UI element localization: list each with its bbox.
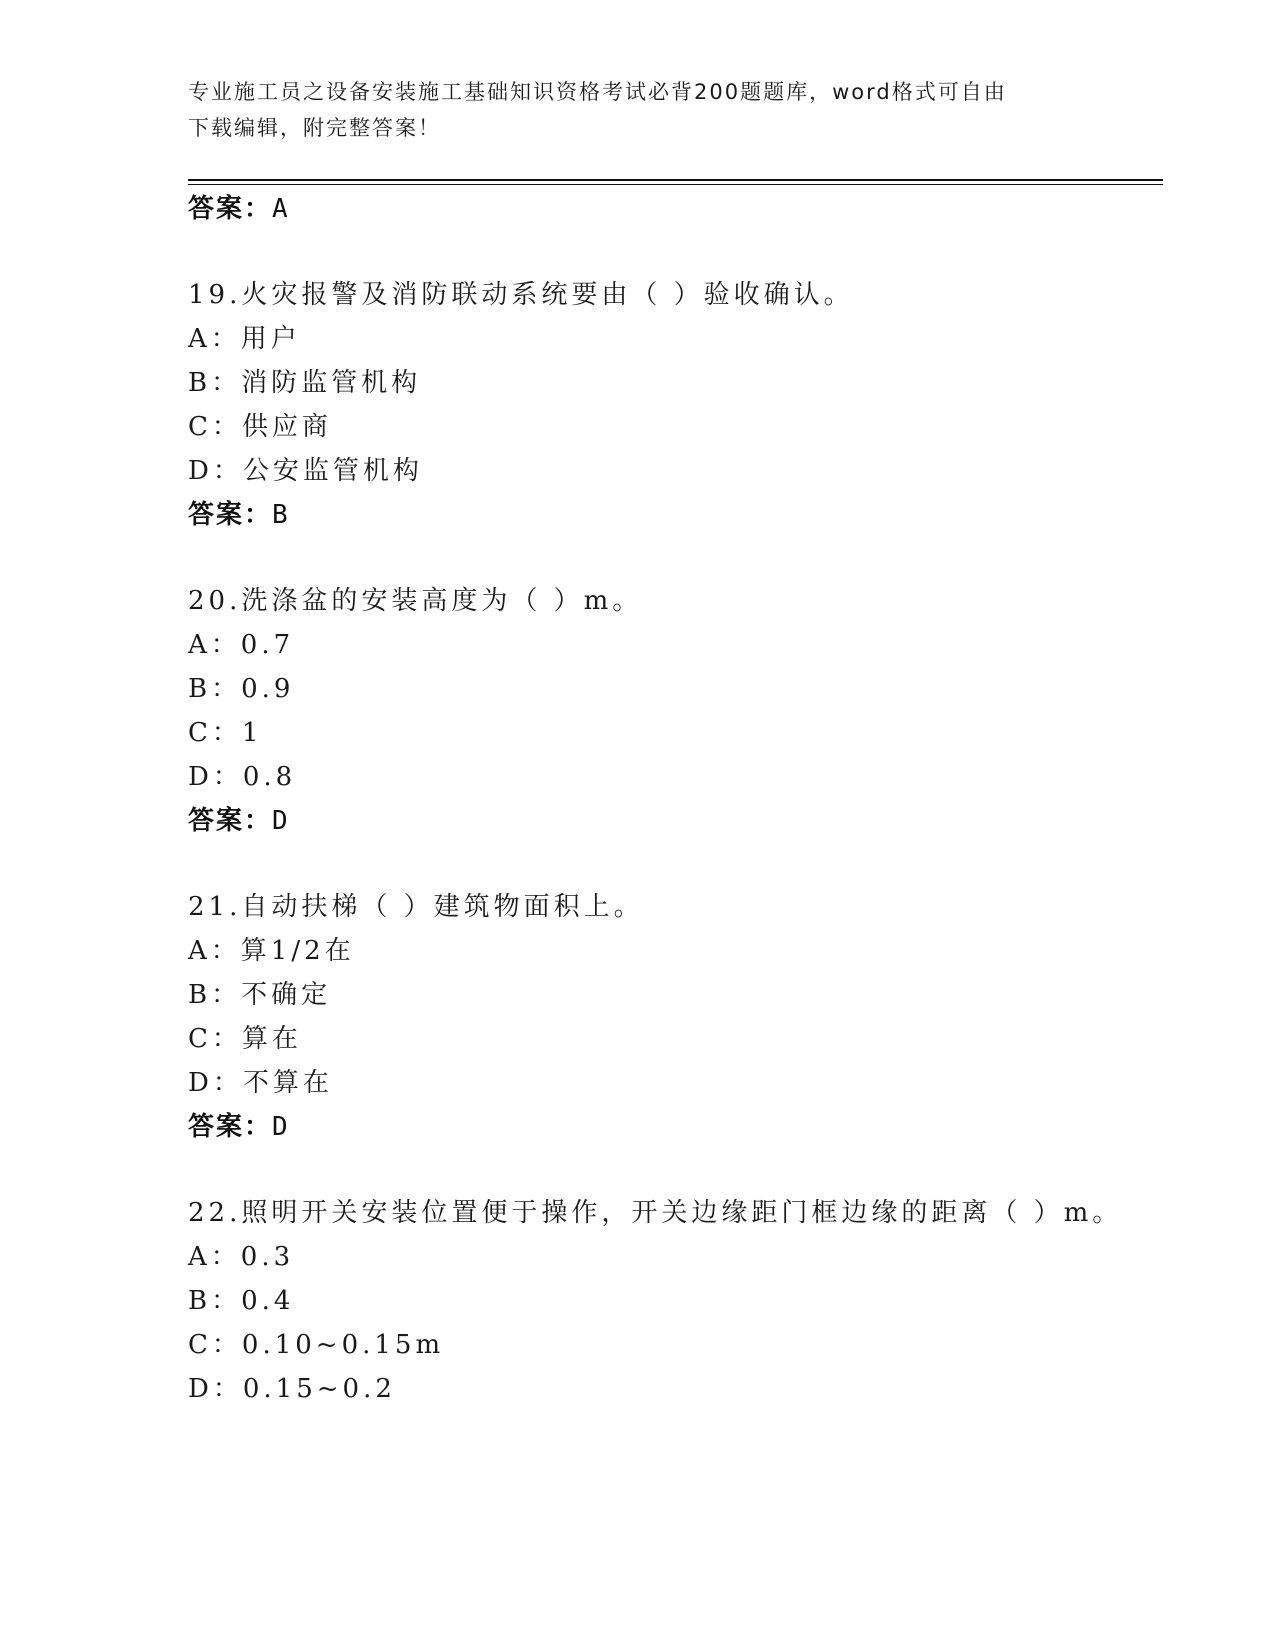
option-key: B： — [188, 1286, 242, 1316]
option-b — [188, 362, 421, 399]
option-key: A： — [188, 630, 241, 660]
option-d — [188, 1368, 396, 1405]
answer-value: A — [272, 194, 290, 224]
answer-line — [188, 188, 290, 225]
option-text: 算在 — [241, 1024, 302, 1054]
option-key: B： — [188, 980, 242, 1010]
answer-line — [188, 800, 290, 837]
option-key: D： — [188, 456, 243, 486]
option-key: D： — [188, 1374, 243, 1404]
question-stem: 22.照明开关安装位置便于操作，开关边缘距门框边缘的距离（ ）m。 — [188, 1198, 1123, 1228]
option-c — [188, 712, 262, 749]
answer-line — [188, 1106, 290, 1143]
answer-value: D — [272, 1112, 290, 1142]
header-divider-thin — [188, 184, 1163, 185]
header-line-2: 下载编辑，附完整答案！ — [188, 116, 441, 140]
question-stem: 21.自动扶梯（ ）建筑物面积上。 — [188, 892, 644, 922]
option-d — [188, 756, 296, 793]
option-key: C： — [188, 1024, 242, 1054]
option-c — [188, 1324, 444, 1361]
header-line-1: 专业施工员之设备安装施工基础知识资格考试必背200题题库，word格式可自由 — [188, 80, 1007, 104]
option-key: B： — [188, 368, 242, 398]
option-c — [188, 1018, 302, 1055]
option-text: 不算在 — [242, 1068, 333, 1098]
option-text: 0.8 — [242, 762, 297, 792]
option-b — [188, 1280, 294, 1317]
document-header — [188, 74, 1088, 146]
option-b — [188, 974, 331, 1011]
option-key: C： — [188, 718, 242, 748]
question-stem: 19.火灾报警及消防联动系统要由（ ）验收确认。 — [188, 280, 854, 310]
option-text: 0.7 — [240, 630, 295, 660]
option-text: 0.4 — [241, 1286, 295, 1316]
option-text: 0.10~0.15m — [241, 1330, 445, 1360]
answer-value: B — [272, 500, 290, 530]
option-key: A： — [188, 936, 241, 966]
option-a — [188, 930, 355, 967]
option-text: 0.15~0.2 — [242, 1374, 396, 1404]
option-b — [188, 668, 294, 705]
option-text: 公安监管机构 — [242, 456, 423, 486]
option-d — [188, 450, 423, 487]
option-text: 不确定 — [241, 980, 332, 1010]
option-text: 消防监管机构 — [241, 368, 422, 398]
answer-label: 答案： — [188, 806, 273, 836]
option-key: C： — [188, 1330, 242, 1360]
option-key: B： — [188, 674, 242, 704]
answer-label: 答案： — [188, 500, 273, 530]
answer-label: 答案： — [188, 1112, 273, 1142]
question-stem: 20.洗涤盆的安装高度为（ ）m。 — [188, 586, 643, 616]
option-text: 0.9 — [241, 674, 295, 704]
answer-line — [188, 494, 290, 531]
option-text: 供应商 — [241, 412, 332, 442]
option-c — [188, 406, 332, 443]
option-text: 1 — [241, 718, 263, 748]
option-text: 0.3 — [240, 1242, 295, 1272]
option-key: D： — [188, 1068, 243, 1098]
option-a — [188, 318, 301, 355]
answer-value: D — [272, 806, 290, 836]
option-key: C： — [188, 412, 242, 442]
header-divider-thick — [188, 179, 1163, 181]
option-key: A： — [188, 1242, 241, 1272]
option-text: 用户 — [240, 324, 301, 354]
option-text: 算1/2在 — [240, 936, 355, 966]
option-d — [188, 1062, 333, 1099]
option-a — [188, 624, 294, 661]
option-key: D： — [188, 762, 243, 792]
answer-label: 答案： — [188, 194, 273, 224]
option-key: A： — [188, 324, 241, 354]
option-a — [188, 1236, 294, 1273]
